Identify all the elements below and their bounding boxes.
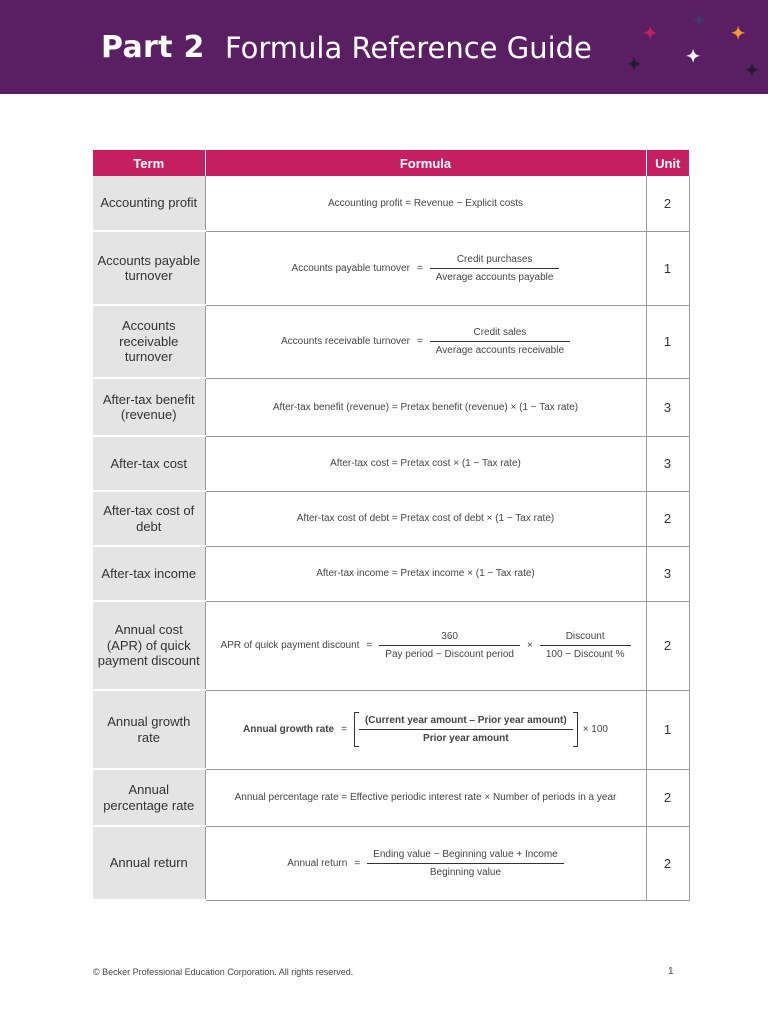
- unit-cell: 2: [646, 601, 689, 690]
- numerator: 360: [379, 631, 520, 646]
- term-cell: After-tax cost: [93, 436, 205, 491]
- fraction: [359, 715, 573, 744]
- unit-cell: 2: [646, 769, 689, 826]
- formula-cell: [205, 826, 646, 900]
- table-row: [93, 176, 689, 231]
- sparkle-icon: ✦: [731, 24, 746, 43]
- sparkle-icon: ✦: [686, 47, 701, 66]
- formula-label: Annual return: [287, 857, 348, 869]
- equals-sign: =: [341, 724, 347, 735]
- term-cell: Annual percentage rate: [93, 769, 205, 826]
- sparkle-icon: ✦: [643, 24, 658, 43]
- page-number: 1: [668, 966, 674, 977]
- equals-sign: =: [416, 336, 423, 347]
- table-row: [93, 491, 689, 546]
- formula-cell: After-tax cost = Pretax cost × (1 − Tax rate): [205, 436, 646, 491]
- formula-cell: Accounting profit = Revenue − Explicit costs: [205, 176, 646, 231]
- formula-table: [93, 150, 690, 901]
- formula-cell: After-tax cost of debt = Pretax cost of debt × (1 − Tax rate): [205, 491, 646, 546]
- term-cell: Annual return: [93, 826, 205, 900]
- unit-cell: 3: [646, 436, 689, 491]
- unit-cell: 3: [646, 546, 689, 601]
- unit-cell: 1: [646, 690, 689, 769]
- formula-cell: After-tax income = Pretax income × (1 − Tax rate): [205, 546, 646, 601]
- unit-cell: 2: [646, 826, 689, 900]
- formula-label: Annual growth rate: [243, 724, 335, 735]
- denominator: Pay period − Discount period: [385, 649, 514, 660]
- numerator: Ending value − Beginning value + Income: [367, 849, 564, 864]
- bracket-group: [354, 712, 578, 747]
- denominator: Average accounts receivable: [435, 345, 565, 356]
- page-title: Formula Reference Guide: [225, 31, 592, 65]
- formula-tail: × 100: [582, 724, 608, 735]
- denominator: Beginning value: [429, 866, 502, 878]
- term-cell: After-tax income: [93, 546, 205, 601]
- formula-cell: [205, 601, 646, 690]
- unit-cell: 1: [646, 305, 689, 378]
- part-label: Part 2: [101, 30, 205, 65]
- fraction: [430, 327, 570, 356]
- fraction: [430, 254, 560, 283]
- copyright-notice: © Becker Professional Education Corporation. All rights reserved.: [93, 967, 354, 977]
- term-cell: Annual growth rate: [93, 690, 205, 769]
- sparkle-icon: ✦: [627, 55, 642, 74]
- term-cell: Annual cost (APR) of quick payment discount: [93, 601, 205, 690]
- header-banner: [0, 0, 768, 94]
- formula-cell: After-tax benefit (revenue) = Pretax benefit (revenue) × (1 − Tax rate): [205, 378, 646, 436]
- unit-cell: 1: [646, 231, 689, 305]
- column-header-term: Term: [93, 150, 205, 176]
- column-header-formula: Formula: [205, 150, 646, 176]
- table-row: [93, 305, 689, 378]
- equals-sign: =: [366, 640, 373, 651]
- table-row: [93, 378, 689, 436]
- unit-cell: 2: [646, 176, 689, 231]
- table-header-row: [93, 150, 689, 176]
- term-cell: Accounting profit: [93, 176, 205, 231]
- numerator: Credit sales: [430, 327, 570, 342]
- term-cell: Accounts receivable turnover: [93, 305, 205, 378]
- formula-cell: [205, 231, 646, 305]
- table-row: [93, 826, 689, 900]
- table-row: [93, 601, 689, 690]
- fraction: [540, 631, 631, 660]
- table-row: [93, 546, 689, 601]
- denominator: 100 − Discount %: [545, 649, 625, 660]
- numerator: Credit purchases: [430, 254, 560, 269]
- formula-cell: Annual percentage rate = Effective periodic interest rate × Number of periods in a year: [205, 769, 646, 826]
- numerator: (Current year amount – Prior year amount): [359, 715, 573, 730]
- denominator: Prior year amount: [423, 733, 509, 744]
- unit-cell: 2: [646, 491, 689, 546]
- times-sign: ×: [526, 640, 533, 651]
- table-row: [93, 769, 689, 826]
- table-row: [93, 690, 689, 769]
- table-row: [93, 436, 689, 491]
- column-header-unit: Unit: [646, 150, 689, 176]
- numerator: Discount: [540, 631, 631, 646]
- fraction: [379, 631, 520, 660]
- fraction: [367, 849, 564, 878]
- table-row: [93, 231, 689, 305]
- equals-sign: =: [354, 857, 361, 869]
- formula-label: APR of quick payment discount: [220, 640, 360, 651]
- sparkle-icon: ✦: [692, 11, 707, 30]
- formula-label: Accounts payable turnover: [291, 262, 410, 274]
- formula-label: Accounts receivable turnover: [280, 336, 410, 347]
- denominator: Average accounts payable: [435, 271, 554, 283]
- term-cell: Accounts payable turnover: [93, 231, 205, 305]
- unit-cell: 3: [646, 378, 689, 436]
- formula-cell: [205, 690, 646, 769]
- equals-sign: =: [416, 262, 423, 274]
- term-cell: After-tax benefit (revenue): [93, 378, 205, 436]
- formula-cell: [205, 305, 646, 378]
- sparkle-icon: ✦: [745, 61, 760, 80]
- term-cell: After-tax cost of debt: [93, 491, 205, 546]
